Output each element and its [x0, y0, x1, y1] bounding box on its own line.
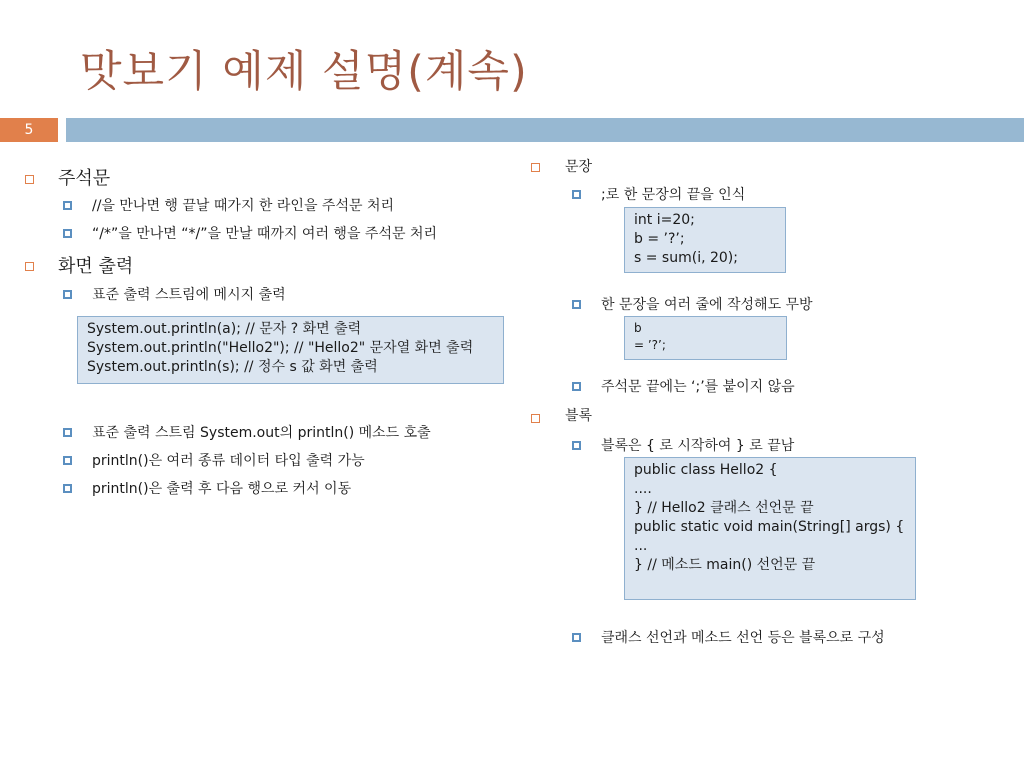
code-line: System.out.println(a); // 문자 ? 화면 출력 — [87, 321, 362, 337]
bullet-square-icon — [63, 456, 72, 465]
statement-item-3: 주석문 끝에는 ‘;’를 붙이지 않음 — [601, 379, 795, 395]
output-code-box — [77, 316, 504, 384]
code-line: b — [634, 321, 642, 335]
statement-code-box — [624, 207, 786, 273]
code-line: .... — [634, 481, 652, 497]
statement-heading: 문장 — [565, 159, 593, 175]
bullet-square-icon — [25, 175, 34, 184]
comment-heading: 주석문 — [58, 168, 111, 189]
bullet-square-icon — [531, 163, 540, 172]
bullet-square-icon — [63, 428, 72, 437]
block-item-2: 클래스 선언과 메소드 선언 등은 블록으로 구성 — [601, 630, 885, 646]
bullet-square-icon — [63, 229, 72, 238]
bullet-square-icon — [63, 484, 72, 493]
code-line: s = sum(i, 20); — [634, 250, 738, 266]
block-heading: 블록 — [565, 408, 593, 424]
code-line: public class Hello2 { — [634, 462, 778, 478]
code-line: ... — [634, 538, 648, 554]
bullet-square-icon — [63, 201, 72, 210]
statement-item-2: 한 문장을 여러 줄에 작성해도 무방 — [601, 297, 813, 313]
bullet-square-icon — [63, 290, 72, 299]
bullet-square-icon — [572, 633, 581, 642]
statement-code-box-2 — [624, 316, 787, 360]
block-code-box — [624, 457, 916, 600]
code-line: } // 메소드 main() 선언문 끝 — [634, 557, 816, 573]
bullet-square-icon — [572, 300, 581, 309]
code-line: b = ’?’; — [634, 231, 685, 247]
bullet-square-icon — [572, 441, 581, 450]
bullet-square-icon — [572, 190, 581, 199]
page-title: 맛보기 예제 설명(계속) — [80, 47, 528, 97]
statement-item-1: ;로 한 문장의 끝을 인식 — [601, 187, 746, 203]
comment-item-1: //을 만나면 행 끝날 때가지 한 라인을 주석문 처리 — [92, 198, 394, 214]
output-heading: 화면 출력 — [58, 256, 134, 277]
block-item-1: 블록은 { 로 시작하여 } 로 끝남 — [601, 438, 795, 454]
bullet-square-icon — [25, 262, 34, 271]
code-line: int i=20; — [634, 212, 695, 228]
slide-number: 5 — [0, 118, 58, 142]
bullet-square-icon — [531, 414, 540, 423]
bullet-square-icon — [572, 382, 581, 391]
comment-item-2: “/*”을 만나면 “*/”을 만날 때까지 여러 행을 주석문 처리 — [92, 226, 438, 242]
output-item-after-3: println()은 출력 후 다음 행으로 커서 이동 — [92, 481, 352, 497]
output-item-after-1: 표준 출력 스트림 System.out의 println() 메소드 호출 — [92, 425, 431, 441]
code-line: System.out.println(s); // 정수 s 값 화면 출력 — [87, 359, 378, 375]
header-bar — [66, 118, 1024, 142]
output-item-after-2: println()은 여러 종류 데이터 타입 출력 가능 — [92, 453, 365, 469]
output-item: 표준 출력 스트림에 메시지 출력 — [92, 287, 286, 303]
code-line: public static void main(String[] args) { — [634, 519, 905, 535]
code-line: } // Hello2 클래스 선언문 끝 — [634, 500, 814, 516]
code-line: = ’?’; — [634, 338, 666, 352]
code-line: System.out.println("Hello2"); // "Hello2" 문자열 화면 출력 — [87, 340, 474, 356]
